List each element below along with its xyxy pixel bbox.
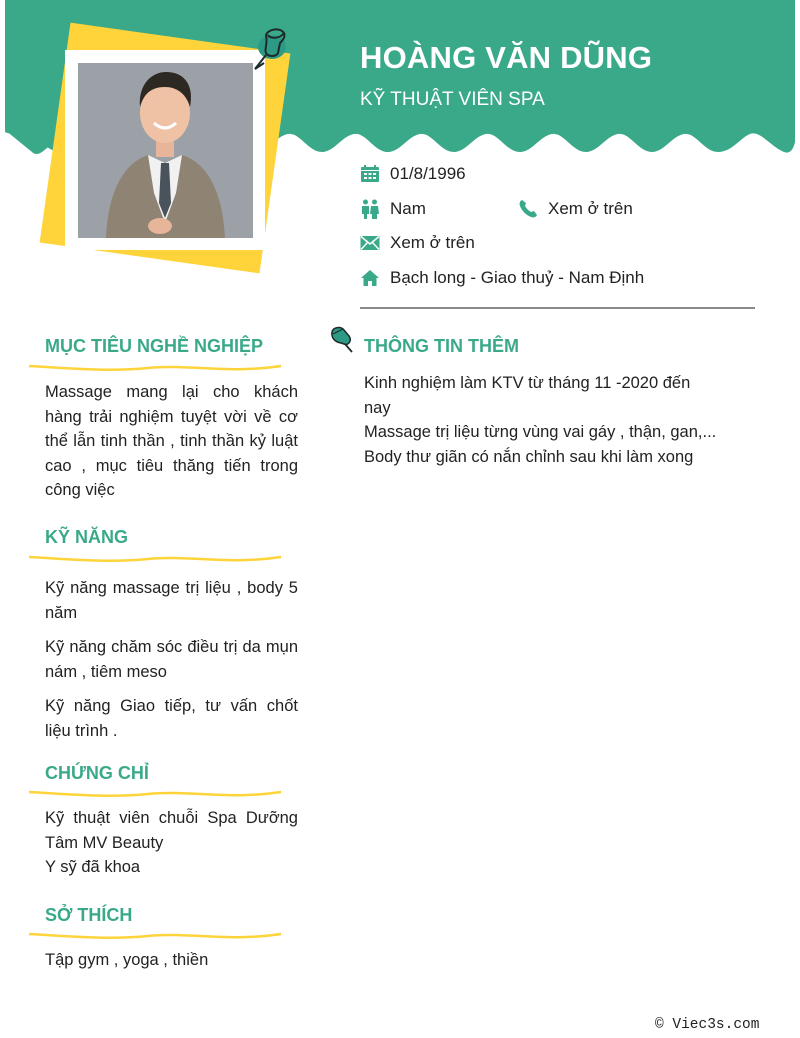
wavy-underline bbox=[28, 788, 282, 800]
wavy-underline bbox=[28, 553, 282, 565]
certificate-item: Y sỹ đã khoa bbox=[45, 858, 141, 876]
additional-info-list bbox=[364, 371, 734, 469]
contact-gender bbox=[360, 199, 426, 219]
skill-item: Kỹ năng massage trị liệu , body 5 năm bbox=[45, 579, 298, 622]
contact-divider bbox=[360, 307, 755, 309]
gender-value: Nam bbox=[390, 199, 426, 218]
email-value: Xem ở trên bbox=[390, 233, 475, 252]
candidate-name: HOÀNG VĂN DŨNG bbox=[360, 40, 653, 75]
job-title: KỸ THUẬT VIÊN SPA bbox=[360, 89, 545, 110]
skills-title: KỸ NĂNG bbox=[45, 527, 129, 547]
gender-icon bbox=[360, 199, 380, 219]
additional-info-item: Body thư giãn có nắn chỉnh sau khi làm xong bbox=[364, 447, 694, 466]
objective-text: Massage mang lại cho khách hàng trải nghiệm tuyệt vời về cơ thể lẫn tinh thần , tinh thần kỷ luật cao , mục tiêu thăng tiến trong công việc bbox=[45, 383, 298, 499]
address-value: Bạch long - Giao thuỷ - Nam Định bbox=[390, 268, 645, 287]
person-silhouette-icon bbox=[78, 63, 253, 238]
phone-value: Xem ở trên bbox=[548, 199, 633, 218]
additional-info-title: THÔNG TIN THÊM bbox=[364, 336, 519, 356]
skills-list bbox=[45, 576, 298, 743]
skill-item: Kỹ năng chăm sóc điều trị da mụn nám , tiêm meso bbox=[45, 638, 298, 681]
objective-title: MỤC TIÊU NGHỀ NGHIỆP bbox=[45, 336, 264, 356]
profile-photo bbox=[78, 63, 253, 238]
birthday-value: 01/8/1996 bbox=[390, 164, 466, 183]
hobbies-text: Tập gym , yoga , thiền bbox=[45, 951, 209, 969]
photo-frame bbox=[65, 50, 265, 250]
skill-item: Kỹ năng Giao tiếp, tư vấn chốt liệu trình . bbox=[45, 697, 298, 740]
envelope-icon bbox=[360, 233, 380, 253]
certificates-list bbox=[45, 806, 298, 880]
certificates-title: CHỨNG CHỈ bbox=[45, 763, 149, 783]
hobbies-title: SỞ THÍCH bbox=[45, 905, 133, 925]
phone-icon bbox=[518, 199, 538, 219]
push-pin-icon bbox=[329, 326, 355, 354]
certificate-item: Kỹ thuật viên chuỗi Spa Dưỡng Tâm MV Beauty bbox=[45, 809, 298, 852]
additional-info-item: Massage trị liệu từng vùng vai gáy , thận, gan,... bbox=[364, 423, 717, 441]
wavy-underline bbox=[28, 362, 282, 374]
contact-birthday bbox=[360, 164, 466, 184]
copyright-footer: © Viec3s.com bbox=[655, 1017, 760, 1033]
contact-address bbox=[360, 268, 644, 288]
additional-info-item: Kinh nghiệm làm KTV từ tháng 11 -2020 đến nay bbox=[364, 374, 691, 417]
wavy-underline bbox=[28, 930, 282, 942]
contact-email bbox=[360, 233, 475, 253]
push-pin-icon bbox=[250, 25, 290, 73]
home-icon bbox=[360, 268, 380, 288]
contact-phone bbox=[518, 199, 633, 219]
calendar-icon bbox=[360, 164, 380, 184]
